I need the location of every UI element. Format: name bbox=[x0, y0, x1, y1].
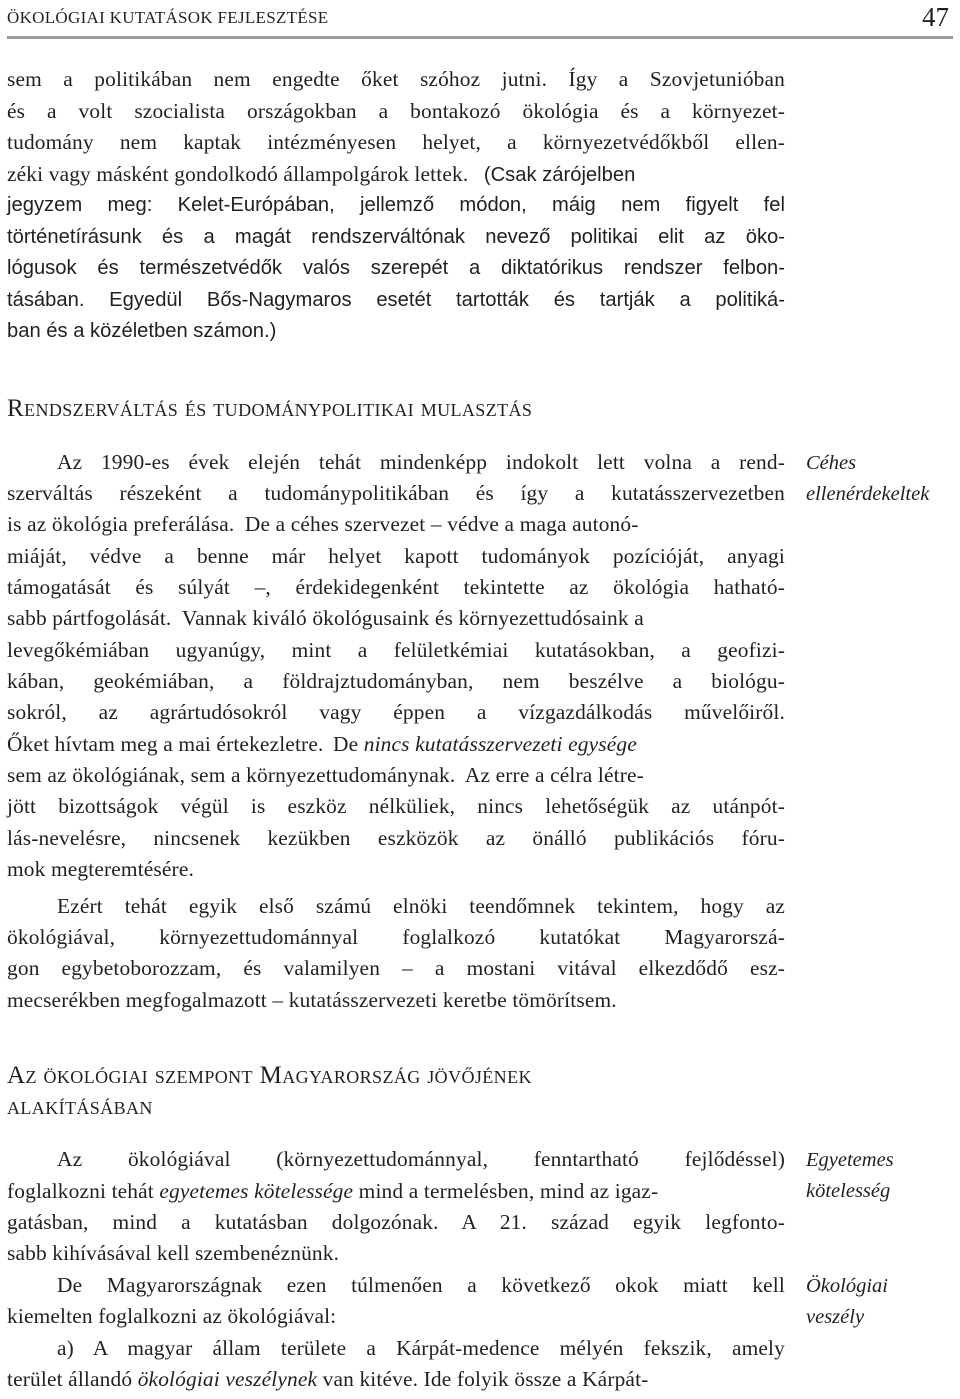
margin-note bbox=[806, 1145, 894, 1207]
body-text-italic: egyetemes kötelessége bbox=[159, 1179, 354, 1203]
body-text-italic: ökológiai veszélynek bbox=[137, 1367, 318, 1391]
body-line: és a volt szocialista országokban a bontakozó ökológia és a környezet- bbox=[7, 99, 785, 123]
body-line: ökológiával, környezettudománnyal foglalkozó kutatókat Magyarorszá- bbox=[7, 925, 785, 949]
margin-note-line: Ökológiai bbox=[806, 1275, 888, 1297]
body-text: Őket hívtam meg a mai értekezletre. bbox=[7, 732, 324, 756]
body-line bbox=[7, 159, 785, 191]
section-heading: Az ökológiai szempont Magyarország jövőjének bbox=[7, 1062, 532, 1089]
body-line: mecserékben megfogalmazott – kutatásszervezeti keretbe tömörítsem. bbox=[7, 988, 617, 1012]
body-line: tudomány nem kaptak intézményesen helyet, a környezetvédőkből ellen- bbox=[7, 130, 785, 154]
body-text: De a céhes szervezet – védve a maga autonó- bbox=[244, 512, 639, 536]
body-line: miáját, védve a benne már helyet kapott tudományok pozícióját, anyagi bbox=[7, 544, 785, 568]
body-text: zéki vagy másként gondolkodó állampolgárok lettek. bbox=[7, 162, 469, 186]
margin-note-line: kötelesség bbox=[806, 1180, 891, 1202]
body-text: De bbox=[332, 732, 359, 756]
body-text: terület állandó bbox=[7, 1367, 138, 1391]
body-line bbox=[7, 1176, 785, 1207]
body-text: foglalkozni tehát bbox=[7, 1179, 160, 1203]
list-item-a: a) A magyar állam területe a Kárpát-medence mélyén fekszik, amely bbox=[57, 1336, 785, 1360]
margin-note-line: Egyetemes bbox=[806, 1149, 894, 1171]
body-line bbox=[7, 603, 785, 634]
body-line: lás-nevelésre, nincsenek kezükben eszközök az önálló publikációs fóru- bbox=[7, 826, 785, 850]
body-text: sem az ökológiának, sem a környezettudománynak. bbox=[7, 763, 456, 787]
body-line: kiemelten foglalkozni az ökológiával: bbox=[7, 1304, 337, 1328]
body-line: Az ökológiával (környezettudománnyal, fenntartható fejlődéssel) bbox=[57, 1147, 785, 1171]
section-heading: Rendszerváltás és tudománypolitikai mulasztás bbox=[7, 395, 533, 422]
running-title: ÖKOLÓGIAI KUTATÁSOK FEJLESZTÉSE bbox=[7, 8, 329, 27]
body-line: mok megteremtésére. bbox=[7, 857, 194, 881]
body-text: is az ökológia preferálása. bbox=[7, 512, 235, 536]
body-text: mind a termelésben, mind az igaz- bbox=[353, 1179, 659, 1203]
body-text: sabb pártfogolását. bbox=[7, 606, 172, 630]
body-line: Ezért tehát egyik első számú elnöki teendőmnek tekintem, hogy az bbox=[57, 894, 785, 918]
body-line: szerváltás részeként a tudománypolitikában és így a kutatásszervezetben bbox=[7, 481, 785, 505]
margin-note bbox=[806, 1271, 888, 1333]
body-line-sans: ban és a közéletben számon.) bbox=[7, 320, 277, 342]
body-line-sans: jegyzem meg: Kelet-Európában, jellemző módon, máig nem figyelt fel bbox=[7, 194, 785, 216]
body-line bbox=[7, 760, 785, 791]
body-line-sans: történetírásunk és a magát rendszerváltónak nevező politikai elit az öko- bbox=[7, 226, 785, 248]
body-line: levegőkémiában ugyanúgy, mint a felületkémiai kutatásokban, a geofizi- bbox=[7, 638, 785, 662]
margin-note-line: ellenérdekeltek bbox=[806, 483, 930, 505]
margin-note-line: Céhes bbox=[806, 452, 857, 474]
margin-note-line: veszély bbox=[806, 1306, 865, 1328]
body-line: támogatását és súlyát –, érdekidegenként tekintette az ökológia hatható- bbox=[7, 575, 785, 599]
body-text: Vannak kiváló ökológusaink és környezettudósaink a bbox=[181, 606, 644, 630]
body-line: De Magyarországnak ezen túlmenően a következő okok miatt kell bbox=[57, 1273, 785, 1297]
body-line: kában, geokémiában, a földrajztudományban, nem beszélve a biológu- bbox=[7, 669, 785, 693]
body-line bbox=[7, 1364, 785, 1395]
body-line: Az 1990-es évek elején tehát mindenképp indokolt lett volna a rend- bbox=[57, 450, 785, 474]
page-number: 47 bbox=[922, 2, 949, 32]
body-line-sans: tásában. Egyedül Bős-Nagymaros esetét tartották és tartják a politiká- bbox=[7, 289, 785, 311]
body-line: sokról, az agrártudósokról vagy éppen a vízgazdálkodás művelőiről. bbox=[7, 700, 785, 724]
body-text-sans: (Csak zárójelben bbox=[483, 164, 636, 186]
body-line bbox=[7, 729, 785, 760]
margin-note bbox=[806, 448, 929, 510]
body-line: gatásban, mind a kutatásban dolgozónak. A 21. század egyik legfonto- bbox=[7, 1210, 785, 1234]
running-head bbox=[7, 2, 953, 39]
body-text-italic: nincs kutatásszervezeti egysége bbox=[363, 732, 637, 756]
section-heading: alakításában bbox=[7, 1093, 153, 1120]
body-line: gon egybetoborozzam, és valamilyen – a mostani vitával elkezdődő esz- bbox=[7, 956, 785, 980]
body-line: sem a politikában nem engedte őket szóhoz jutni. Így a Szovjetunióban bbox=[7, 67, 785, 91]
body-line: sabb kihívásával kell szembenéznünk. bbox=[7, 1241, 340, 1265]
body-line bbox=[7, 509, 785, 540]
body-text: Az erre a célra létre- bbox=[464, 763, 644, 787]
body-text: van kitéve. Ide folyik össze a Kárpát- bbox=[317, 1367, 649, 1391]
body-line: jött bizottságok végül is eszköz nélküliek, nincs lehetőségük az utánpót- bbox=[7, 794, 785, 818]
body-line-sans: lógusok és természetvédők valós szerepét a diktatórikus rendszer felbon- bbox=[7, 257, 785, 279]
